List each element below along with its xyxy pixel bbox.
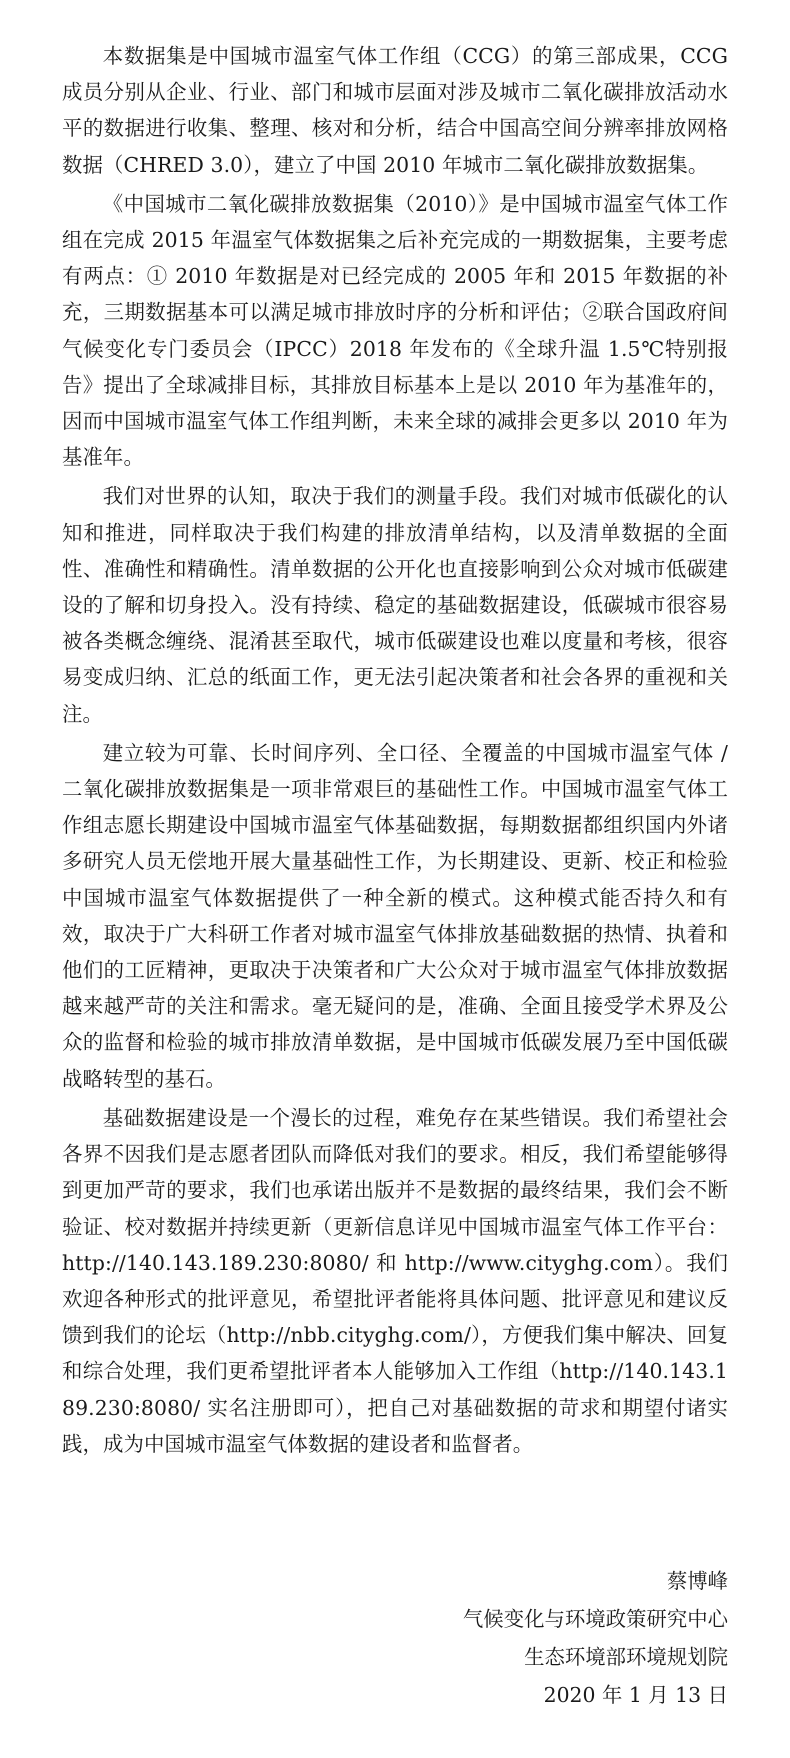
document-body (62, 38, 728, 1465)
paragraph-5: 基础数据建设是一个漫长的过程，难免存在某些错误。我们希望社会各界不因我们是志愿者团队而降低对我们的要求。相反，我们希望能够得到更加严苛的要求，我们也承诺出版并不是数据的最终结果，我们会不断验证、校对数据并持续更新（更新信息详见中国城市温室气体工作平台：http://140.143.189.230:8080/ 和 http://www.cityghg.com）。我们欢迎各种形式的批评意见，希望批评者能将具体问题、批评意见和建议反馈到我们的论坛（http://nbb.cityghg.com/），方便我们集中解决、回复和综合处理，我们更希望批评者本人能够加入工作组（http://140.143.189.230:8080/ 实名注册即可），把自己对基础数据的苛求和期望付诸实践，成为中国城市温室气体数据的建设者和监督者。 (62, 1105, 728, 1456)
signature-organization-2: 生态环境部环境规划院 (524, 1645, 728, 1669)
paragraph-2: 《中国城市二氧化碳排放数据集（2010）》是中国城市温室气体工作组在完成 2015 年温室气体数据集之后补充完成的一期数据集，主要考虑有两点：① 2010 年数据是对已经完成的 2005 年和 2015 年数据的补充，三期数据基本可以满足城市排放时序的分析和评估；②联合国政府间气候变化专门委员会（IPCC）2018 年发布的《全球升温 1.5℃特别报告》提出了全球减排目标，其排放目标基本上是以 2010 年为基准年的，因而中国城市温室气体工作组判断，未来全球的减排会更多以 2010 年为基准年。 (62, 191, 728, 470)
signature-block (463, 1562, 728, 1714)
signature-date: 2020 年 1 月 13 日 (543, 1683, 728, 1707)
signature-name: 蔡博峰 (666, 1569, 728, 1593)
signature-organization-1: 气候变化与环境政策研究中心 (462, 1607, 728, 1631)
paragraph-1: 本数据集是中国城市温室气体工作组（CCG）的第三部成果，CCG成员分别从企业、行业、部门和城市层面对涉及城市二氧化碳排放活动水平的数据进行收集、整理、核对和分析，结合中国高空间分辨率排放网格数据（CHRED 3.0），建立了中国 2010 年城市二氧化碳排放数据集。 (62, 44, 728, 177)
paragraph-3: 我们对世界的认知，取决于我们的测量手段。我们对城市低碳化的认知和推进，同样取决于我们构建的排放清单结构，以及清单数据的全面性、准确性和精确性。清单数据的公开化也直接影响到公众对城市低碳建设的了解和切身投入。没有持续、稳定的基础数据建设，低碳城市很容易被各类概念缠绕、混淆甚至取代，城市低碳建设也难以度量和考核，很容易变成归纳、汇总的纸面工作，更无法引起决策者和社会各界的重视和关注。 (62, 484, 728, 726)
paragraph-4: 建立较为可靠、长时间序列、全口径、全覆盖的中国城市温室气体 / 二氧化碳排放数据集是一项非常艰巨的基础性工作。中国城市温室气体工作组志愿长期建设中国城市温室气体基础数据，每期数据都组织国内外诸多研究人员无偿地开展大量基础性工作，为长期建设、更新、校正和检验中国城市温室气体数据提供了一种全新的模式。这种模式能否持久和有效，取决于广大科研工作者对城市温室气体排放基础数据的热情、执着和他们的工匠精神，更取决于决策者和广大公众对于城市温室气体排放数据越来越严苛的关注和需求。毫无疑问的是，准确、全面且接受学术界及公众的监督和检验的城市排放清单数据，是中国城市低碳发展乃至中国低碳战略转型的基石。 (62, 740, 728, 1091)
